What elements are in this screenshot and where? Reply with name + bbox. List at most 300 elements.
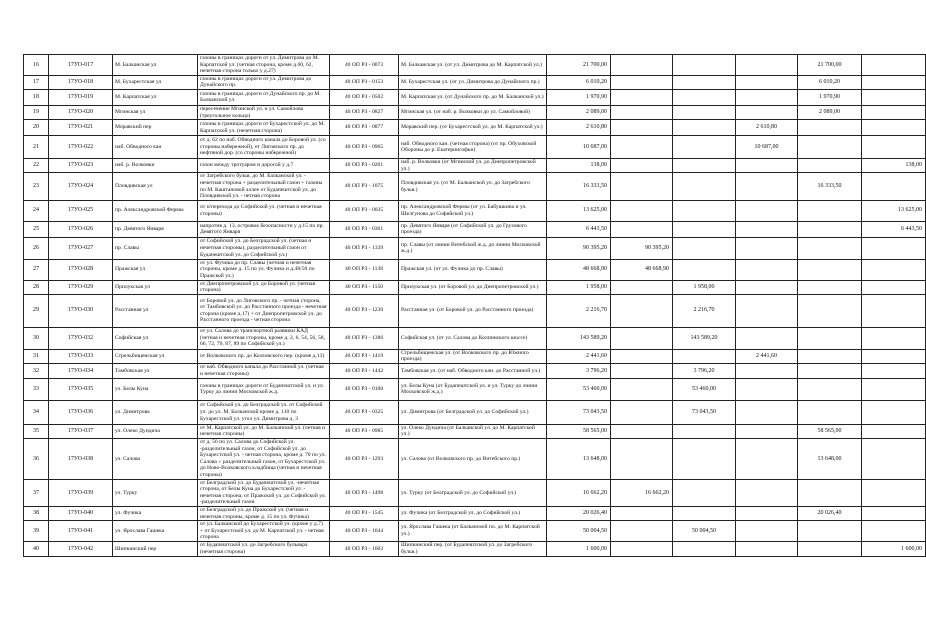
registry-number: 40 ОП РЗ - 0153: [330, 75, 399, 89]
boundaries-description: газоны в границах дороги от Дунайского пр. до М. Балканской ул.: [198, 89, 330, 105]
street-name: М. Карпатская ул: [113, 89, 198, 105]
boundaries-description: от Софийской ул. до Белградской ул. (четная и нечетная стороны), разделительный газон от Будапештской ул. до Софийской ул.): [198, 237, 330, 259]
street-section: Мгинская ул. (от наб. р. Волковки до ул. Самойловой): [399, 105, 547, 119]
registry-number: 40 ОП РЗ - 1150: [330, 280, 399, 294]
boundaries-description: от Белградской ул. до Пражской ул. (четная и нечетная стороны, кроме д. 15 по ул. Фучика): [198, 507, 330, 521]
street-section: Стрельбищенская ул. (от Волковского пр. до Южного проезда): [399, 349, 547, 363]
object-code: 17УО-024: [49, 173, 113, 200]
street-section: Пражская ул. (от ул. Фучика до пр. Славы): [399, 259, 547, 280]
area-col-4: 16 333,50: [798, 173, 862, 200]
registry-number: 40 ОП РЗ - 0073: [330, 55, 399, 76]
area-col-3: [736, 378, 798, 400]
object-code: 17УО-017: [49, 55, 113, 76]
table-row: [24, 479, 926, 506]
registry-number: 40 ОП РЗ - 0325: [330, 400, 399, 424]
object-code: 17УО-030: [49, 294, 113, 327]
area-col-1: [611, 55, 673, 76]
row-number: 22: [24, 159, 49, 173]
street-name: ул. Олеко Дундича: [113, 424, 198, 438]
area-col-1: 90 395,20: [611, 237, 673, 259]
area-col-2: [673, 75, 736, 89]
boundaries-description: от ул. Фучика до пр. Славы (четная и нечетная стороны, кроме д. 15 по ул. Фучика и д.48/50 по Пражской ул.): [198, 259, 330, 280]
area-col-4: [798, 541, 862, 556]
object-code: 17УО-037: [49, 424, 113, 438]
street-section: пр. Девятого Января (от Софийской ул. до Грузового проезда): [399, 221, 547, 237]
area-col-3: 2 441,60: [736, 349, 798, 363]
area-col-3: [736, 173, 798, 200]
area-col-4: 13 648,00: [798, 439, 862, 480]
area-col-4: [798, 120, 862, 136]
area-col-2: [673, 159, 736, 173]
object-code: 17УО-019: [49, 89, 113, 105]
object-code: 17УО-033: [49, 349, 113, 363]
row-number: 37: [24, 479, 49, 506]
area-col-3: 2 610,80: [736, 120, 798, 136]
area-col-1: 48 668,90: [611, 259, 673, 280]
street-name: Софийская ул: [113, 327, 198, 349]
table-row: [24, 378, 926, 400]
table-row: [24, 237, 926, 259]
document-page: [23, 54, 922, 557]
object-code: 17УО-041: [49, 521, 113, 542]
object-code: 17УО-027: [49, 237, 113, 259]
table-row: [24, 521, 926, 542]
table-row: [24, 173, 926, 200]
registry-number: 40 ОП РЗ - 0301: [330, 221, 399, 237]
area-col-4: [798, 400, 862, 424]
row-number: 27: [24, 259, 49, 280]
total-area: 20 026,40: [547, 507, 611, 521]
registry-number: 40 ОП РЗ - 1603: [330, 541, 399, 556]
area-col-5: [862, 136, 926, 159]
area-col-3: [736, 400, 798, 424]
row-number: 19: [24, 105, 49, 119]
table-row: [24, 120, 926, 136]
street-section: пр. Александровской Фермы (от ул. Бабушкина и ул. Шелгунова до Софийской ул.): [399, 200, 547, 221]
row-number: 23: [24, 173, 49, 200]
row-number: 32: [24, 363, 49, 378]
area-col-5: [862, 400, 926, 424]
area-col-2: [673, 424, 736, 438]
total-area: 138,00: [547, 159, 611, 173]
area-col-5: [862, 105, 926, 119]
boundaries-description: от Боровой ул. до Лиговского пр. - четная сторона, от Тамбовской ул. до Расстанного проезда - нечетная сторона (кроме д.17) + от Днепропетровской ул. до Расстанного проезда - четная сторона: [198, 294, 330, 327]
row-number: 26: [24, 237, 49, 259]
area-col-1: [611, 75, 673, 89]
area-col-3: [736, 259, 798, 280]
area-col-5: [862, 327, 926, 349]
area-col-2: [673, 237, 736, 259]
table-row: [24, 259, 926, 280]
total-area: 21 700,00: [547, 55, 611, 76]
table-body: [24, 55, 926, 557]
area-col-3: [736, 89, 798, 105]
area-col-5: [862, 89, 926, 105]
area-col-4: 58 565,00: [798, 424, 862, 438]
object-code: 17УО-018: [49, 75, 113, 89]
area-col-2: [673, 55, 736, 76]
table-row: [24, 89, 926, 105]
street-name: ул. Белы Куна: [113, 378, 198, 400]
area-col-4: [798, 349, 862, 363]
table-row: [24, 507, 926, 521]
boundaries-description: газоны в границах дороги от Будапештской ул. и ул. Турку до линии Московской ж.д.: [198, 378, 330, 400]
area-col-1: [611, 327, 673, 349]
area-col-3: [736, 479, 798, 506]
area-col-3: [736, 221, 798, 237]
table-row: [24, 75, 926, 89]
area-col-4: [798, 159, 862, 173]
table-row: [24, 136, 926, 159]
table-row: [24, 294, 926, 327]
total-area: 48 668,90: [547, 259, 611, 280]
area-col-3: [736, 507, 798, 521]
street-name: Стрельбищенская ул: [113, 349, 198, 363]
street-section: пр. Славы (от линии Витебской ж.д. до линии Московской ж.д.): [399, 237, 547, 259]
area-col-3: [736, 75, 798, 89]
street-section: Пловдивская ул. (от М. Балканской ул. до Загребского бульв.): [399, 173, 547, 200]
area-col-5: [862, 237, 926, 259]
total-area: 53 460,00: [547, 378, 611, 400]
street-name: ул. Димитрова: [113, 400, 198, 424]
object-code: 17УО-035: [49, 378, 113, 400]
boundaries-description: от Днепропетровской ул. до Боровой ул. (четная сторона): [198, 280, 330, 294]
street-section: ул. Олеко Дундича (от Балканской ул. до М. Карпатской ул.): [399, 424, 547, 438]
row-number: 16: [24, 55, 49, 76]
area-col-5: [862, 521, 926, 542]
area-col-2: [673, 120, 736, 136]
area-col-2: 50 004,50: [673, 521, 736, 542]
row-number: 17: [24, 75, 49, 89]
area-col-3: [736, 541, 798, 556]
area-col-1: [611, 349, 673, 363]
street-name: Тамбовская ул: [113, 363, 198, 378]
street-name: Пражская ул: [113, 259, 198, 280]
registry-number: 40 ОП РЗ - 0827: [330, 105, 399, 119]
boundaries-description: от наб. Обводного канала до Расстанной ул. (четная и нечетная стороны): [198, 363, 330, 378]
street-section: наб. Обводного кан. (четная сторона) (от пр. Обуховской Обороны до р. Екатерингофки): [399, 136, 547, 159]
street-name: Расстанная ул: [113, 294, 198, 327]
boundaries-description: от д. 56 по ул. Салова до Софийской ул. -разделительный газон, от Софийской ул. до Бухарестской ул. - четная сторона, кроме д. 70 по ул. Салова + разделительный газон, от Бухарестской ул. до Ново-Волковского кладбища (четная и нечетная стороны): [198, 439, 330, 480]
street-section: ул. Ярослава Гашека (от Балканской пл. до М. Карпатской ул.): [399, 521, 547, 542]
area-col-3: [736, 55, 798, 76]
boundaries-description: от Волковского пр. до Козловского пер. (кроме д.13): [198, 349, 330, 363]
object-code: 17УО-026: [49, 221, 113, 237]
area-col-1: [611, 541, 673, 556]
table-row: [24, 439, 926, 480]
area-col-5: [862, 294, 926, 327]
street-section: М. Карпатская ул. (от Дунайского пр. до М. Балканской ул.): [399, 89, 547, 105]
object-code: 17УО-039: [49, 479, 113, 506]
area-col-2: 73 043,50: [673, 400, 736, 424]
boundaries-description: от М. Карпатской ул. до М. Балканской ул. (четная и нечетная стороны): [198, 424, 330, 438]
area-col-2: [673, 173, 736, 200]
row-number: 31: [24, 349, 49, 363]
table-row: [24, 349, 926, 363]
boundaries-description: газоны в границах дороги от Бухарестской ул. до М. Карпатской ул. (нечетная сторона): [198, 120, 330, 136]
area-col-1: 16 662,20: [611, 479, 673, 506]
object-code: 17УО-028: [49, 259, 113, 280]
street-name: М. Балканская ул: [113, 55, 198, 76]
registry-number: 40 ОП РЗ - 1075: [330, 173, 399, 200]
total-area: 2 216,70: [547, 294, 611, 327]
object-code: 17УО-042: [49, 541, 113, 556]
registry-number: 40 ОП РЗ - 0201: [330, 159, 399, 173]
street-name: Пловдивская ул: [113, 173, 198, 200]
roads-table: [23, 54, 926, 557]
row-number: 34: [24, 400, 49, 424]
registry-number: 40 ОП РЗ - 1386: [330, 327, 399, 349]
area-col-4: [798, 200, 862, 221]
area-col-5: 6 443,50: [862, 221, 926, 237]
area-col-3: [736, 280, 798, 294]
area-col-4: [798, 479, 862, 506]
boundaries-description: от Будапештской ул. до Загребского бульвара (нечетная сторона): [198, 541, 330, 556]
row-number: 18: [24, 89, 49, 105]
street-name: Прилукская ул: [113, 280, 198, 294]
area-col-1: [611, 507, 673, 521]
object-code: 17УО-034: [49, 363, 113, 378]
area-col-3: [736, 327, 798, 349]
row-number: 33: [24, 378, 49, 400]
row-number: 39: [24, 521, 49, 542]
street-section: ул. Димитрова (от Белградской ул. до Софийской ул.): [399, 400, 547, 424]
area-col-3: [736, 159, 798, 173]
area-col-5: [862, 479, 926, 506]
registry-number: 40 ОП РЗ - 1442: [330, 363, 399, 378]
registry-number: 40 ОП РЗ - 1545: [330, 507, 399, 521]
area-col-5: [862, 55, 926, 76]
table-row: [24, 159, 926, 173]
street-name: пр. Александровской Фермы: [113, 200, 198, 221]
area-col-4: [798, 378, 862, 400]
street-name: Мгинская ул: [113, 105, 198, 119]
area-col-3: 10 687,00: [736, 136, 798, 159]
area-col-3: [736, 105, 798, 119]
street-name: пр. Девятого Января: [113, 221, 198, 237]
area-col-2: [673, 541, 736, 556]
object-code: 17УО-038: [49, 439, 113, 480]
area-col-2: [673, 221, 736, 237]
area-col-1: [611, 424, 673, 438]
area-col-2: [673, 89, 736, 105]
boundaries-description: от ул. Балканской до Бухарестской ул. (кроме у д.7) + от Бухарестской ул. до М. Карпатской ул. - четная сторона: [198, 521, 330, 542]
boundaries-description: от п/перехода до Софийской ул. (четная и нечетная стороны): [198, 200, 330, 221]
street-name: Шипкинский пер: [113, 541, 198, 556]
street-section: Софийская ул. (от ул. Салова до Колпинского шоссе): [399, 327, 547, 349]
object-code: 17УО-021: [49, 120, 113, 136]
area-col-5: [862, 349, 926, 363]
registry-number: 40 ОП РЗ - 0965: [330, 136, 399, 159]
registry-number: 40 ОП РЗ - 1419: [330, 349, 399, 363]
area-col-1: [611, 136, 673, 159]
object-code: 17УО-022: [49, 136, 113, 159]
area-col-2: 53 460,00: [673, 378, 736, 400]
area-col-2: [673, 105, 736, 119]
street-name: наб. Обводного кан: [113, 136, 198, 159]
row-number: 29: [24, 294, 49, 327]
row-number: 35: [24, 424, 49, 438]
street-name: ул. Фучика: [113, 507, 198, 521]
area-col-4: [798, 521, 862, 542]
street-section: Тамбовская ул. (от наб. Обводного кан. до Расстанной ул.): [399, 363, 547, 378]
area-col-4: [798, 237, 862, 259]
area-col-3: [736, 200, 798, 221]
row-number: 30: [24, 327, 49, 349]
area-col-1: [611, 159, 673, 173]
row-number: 36: [24, 439, 49, 480]
street-section: наб. р. Волковки (от Мгинской ул. до Днепропетровской ул.): [399, 159, 547, 173]
registry-number: 40 ОП РЗ - 1293: [330, 439, 399, 480]
area-col-1: [611, 439, 673, 480]
table-row: [24, 280, 926, 294]
area-col-1: [611, 400, 673, 424]
area-col-3: [736, 424, 798, 438]
area-col-5: [862, 507, 926, 521]
boundaries-description: газон между тротуаром и дорогой у д.7: [198, 159, 330, 173]
boundaries-description: напротив д. 13, островок безопасности у д.15 по пр. Девятого Января: [198, 221, 330, 237]
total-area: 1 958,00: [547, 280, 611, 294]
registry-number: 40 ОП РЗ - 0985: [330, 424, 399, 438]
area-col-5: 1 600,00: [862, 541, 926, 556]
street-section: Шипкинский пер. (от Будапештской ул. до Загребского бульв.): [399, 541, 547, 556]
total-area: 10 687,00: [547, 136, 611, 159]
area-col-5: 138,00: [862, 159, 926, 173]
boundaries-description: от Белградской ул. до Будапештской ул. -нечетная сторона, от Белы Куна до Бухарестской ул. - нечетная сторона, от Пражской ул. до Софийской ул. -разделительный газон: [198, 479, 330, 506]
area-col-3: [736, 294, 798, 327]
area-col-1: [611, 120, 673, 136]
street-section: М. Балканская ул. (от ул. Димитрова до М. Карпатской ул.): [399, 55, 547, 76]
area-col-2: [673, 349, 736, 363]
total-area: 1 970,90: [547, 89, 611, 105]
row-number: 21: [24, 136, 49, 159]
street-section: ул. Белы Куна (от Будапештской ул. и ул. Турку до линии Московской ж.д.): [399, 378, 547, 400]
table-row: [24, 363, 926, 378]
area-col-1: [611, 363, 673, 378]
area-col-4: [798, 136, 862, 159]
table-row: [24, 424, 926, 438]
area-col-4: 6 010,20: [798, 75, 862, 89]
total-area: 2 441,60: [547, 349, 611, 363]
area-col-4: [798, 221, 862, 237]
total-area: 73 043,50: [547, 400, 611, 424]
total-area: 13 625,00: [547, 200, 611, 221]
table-row: [24, 400, 926, 424]
area-col-3: [736, 363, 798, 378]
area-col-3: [736, 521, 798, 542]
registry-number: 40 ОП РЗ - 0502: [330, 89, 399, 105]
area-col-4: [798, 294, 862, 327]
area-col-4: 20 026,40: [798, 507, 862, 521]
area-col-5: [862, 173, 926, 200]
area-col-1: [611, 105, 673, 119]
area-col-1: [611, 294, 673, 327]
area-col-2: [673, 259, 736, 280]
area-col-2: [673, 507, 736, 521]
boundaries-description: от Загребского бульв. до М. Балканской ул. - нечетная сторона + разделительный газон + газоны по М. Каштановой аллее от Будапештской ул. до Пловдивской ул. - четная сторона: [198, 173, 330, 200]
area-col-2: [673, 136, 736, 159]
total-area: 90 395,20: [547, 237, 611, 259]
area-col-5: [862, 424, 926, 438]
total-area: 6 010,20: [547, 75, 611, 89]
boundaries-description: газоны в границах дороги от ул. Димитрова до М. Карпатской ул. (четная сторона, кроме д.60, 62, нечетная сторона только у д.27): [198, 55, 330, 76]
area-col-5: [862, 75, 926, 89]
boundaries-description: газоны в границах дороги от ул. Димитрова до Дунайского пр.: [198, 75, 330, 89]
area-col-2: [673, 200, 736, 221]
area-col-4: 21 700,00: [798, 55, 862, 76]
street-name: ул. Салова: [113, 439, 198, 480]
registry-number: 40 ОП РЗ - 1339: [330, 237, 399, 259]
total-area: 16 662,20: [547, 479, 611, 506]
object-code: 17УО-040: [49, 507, 113, 521]
street-section: ул. Фучика (от Белградской ул. до Софийской ул.): [399, 507, 547, 521]
area-col-2: [673, 479, 736, 506]
area-col-1: [611, 521, 673, 542]
total-area: 3 796,20: [547, 363, 611, 378]
street-section: М. Бухарестская ул. (от ул. Димитрова до Дунайского пр.): [399, 75, 547, 89]
table-row: [24, 327, 926, 349]
street-section: Прилукская ул. (от Боровой ул. до Днепропетровской ул.): [399, 280, 547, 294]
row-number: 24: [24, 200, 49, 221]
object-code: 17УО-032: [49, 327, 113, 349]
area-col-5: [862, 259, 926, 280]
area-col-2: [673, 439, 736, 480]
boundaries-description: от ул. Салова до транспортной развязки КАД (четная и нечетная стороны, кроме д. 2, 6, 54, 56, 58, 66, 72, 79, 87, 89 по Софийской ул.): [198, 327, 330, 349]
area-col-1: [611, 200, 673, 221]
area-col-4: [798, 327, 862, 349]
total-area: 1 600,00: [547, 541, 611, 556]
registry-number: 40 ОП РЗ - 1230: [330, 294, 399, 327]
area-col-4: [798, 259, 862, 280]
area-col-1: [611, 221, 673, 237]
table-row: [24, 105, 926, 119]
area-col-4: [798, 363, 862, 378]
total-area: 13 648,00: [547, 439, 611, 480]
total-area: 143 589,20: [547, 327, 611, 349]
area-col-4: [798, 280, 862, 294]
registry-number: 40 ОП РЗ - 0100: [330, 378, 399, 400]
total-area: 2 610,80: [547, 120, 611, 136]
street-section: ул. Турку (от Белградской ул. до Софийской ул.): [399, 479, 547, 506]
area-col-5: 13 625,00: [862, 200, 926, 221]
table-row: [24, 541, 926, 556]
registry-number: 40 ОП РЗ - 0877: [330, 120, 399, 136]
area-col-4: 2 089,00: [798, 105, 862, 119]
area-col-4: 1 970,90: [798, 89, 862, 105]
table-row: [24, 200, 926, 221]
area-col-5: [862, 439, 926, 480]
registry-number: 40 ОП РЗ - 1498: [330, 479, 399, 506]
area-col-5: [862, 280, 926, 294]
object-code: 17УО-036: [49, 400, 113, 424]
street-section: Расстанная ул. (от Боровой ул. до Расстанного проезда): [399, 294, 547, 327]
table-row: [24, 221, 926, 237]
area-col-5: [862, 363, 926, 378]
boundaries-description: от д. 62 по наб. Обводного канала до Боровой ул. (со стороны набережной), от Лиговского пр. до нефтяной дор. (со стороны набережной): [198, 136, 330, 159]
object-code: 17УО-020: [49, 105, 113, 119]
street-name: ул. Турку: [113, 479, 198, 506]
registry-number: 40 ОП РЗ - 1644: [330, 521, 399, 542]
object-code: 17УО-023: [49, 159, 113, 173]
total-area: 2 089,00: [547, 105, 611, 119]
total-area: 50 004,50: [547, 521, 611, 542]
area-col-5: [862, 120, 926, 136]
area-col-1: [611, 280, 673, 294]
registry-number: 40 ОП РЗ - 1138: [330, 259, 399, 280]
row-number: 40: [24, 541, 49, 556]
total-area: 58 565,00: [547, 424, 611, 438]
boundaries-description: от Софийской ул. до Белградской ул. от Софийской ул. до ул. М. Балканской кроме д. 110 по Бухарестской ул. угол ул. Димитрова д. 3: [198, 400, 330, 424]
